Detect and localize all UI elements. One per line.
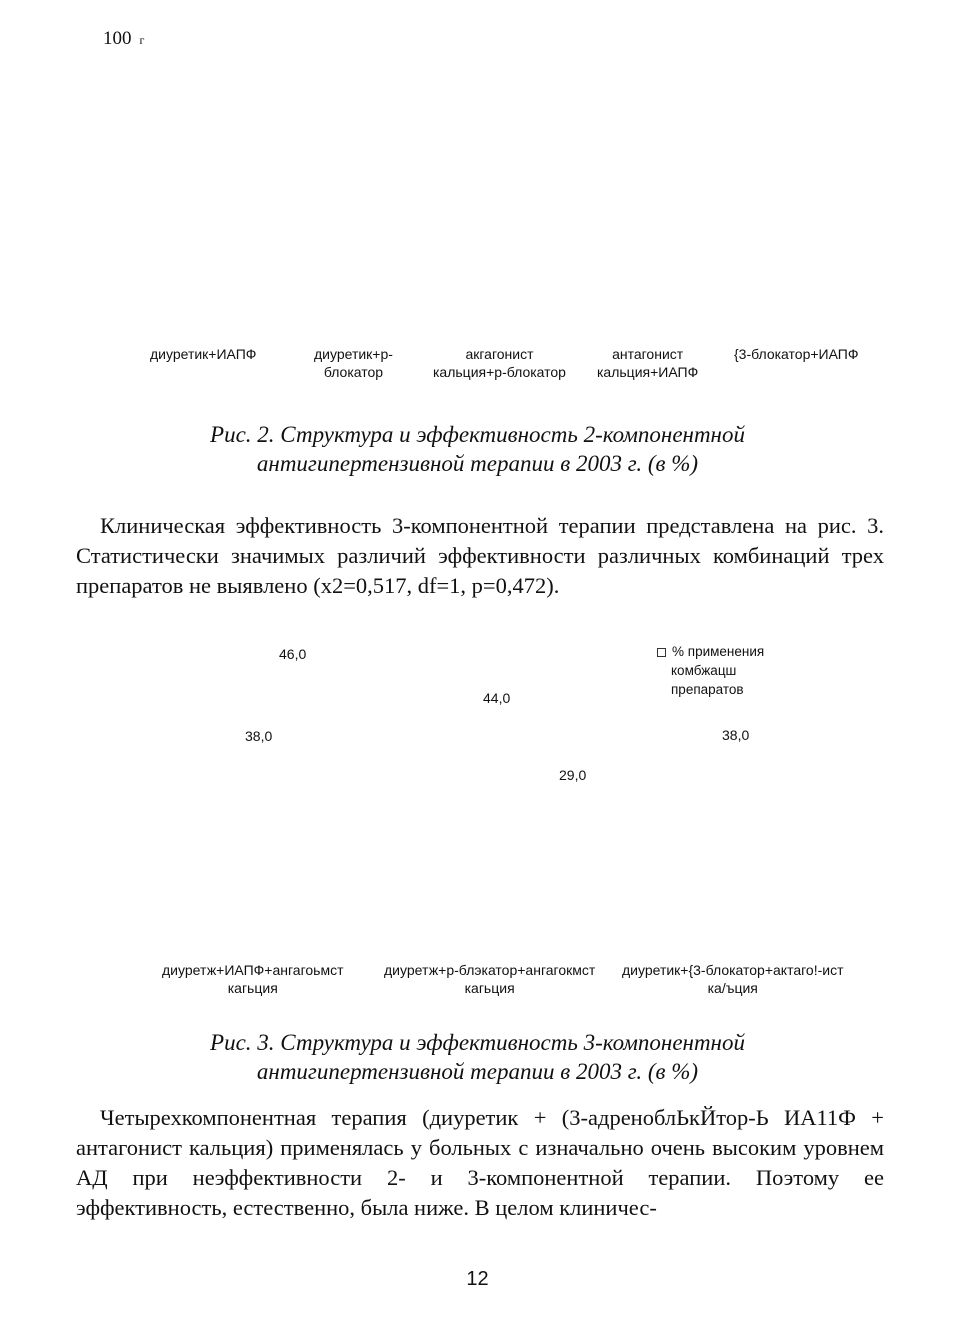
legend-swatch-icon <box>657 648 666 657</box>
fig3-data-label-2: 38,0 <box>245 728 273 744</box>
fig3-category-3-line2: ка/ъция <box>707 980 758 996</box>
fig2-category-5-line1: {3-блокатор+ИАПФ <box>734 346 859 362</box>
fig3-legend-line3: препаратов <box>671 682 744 697</box>
fig3-caption-line1: Рис. 3. Структура и эффективность 3-компонентной <box>210 1030 745 1055</box>
fig2-category-3-line1: акгагонист <box>465 346 534 362</box>
fig3-caption-line2: антигипертензивной терапии в 2003 г. (в %) <box>256 1059 699 1084</box>
fig3-category-1-line1: диуретж+ИАПФ+ангагоьмст <box>162 962 344 978</box>
fig3-category-label-1 <box>162 961 344 997</box>
fig3-legend <box>657 642 764 699</box>
fig2-category-label-1 <box>150 345 256 363</box>
fig2-caption-line1: Рис. 2. Структура и эффективность 2-компонентной <box>210 422 745 447</box>
fig2-category-1-line1: диуретик+ИАПФ <box>150 346 257 362</box>
fig2-category-3-line2: кальция+р-блокатор <box>433 364 566 380</box>
fig3-data-label-5: 38,0 <box>722 727 750 743</box>
fig3-legend-line1: % применения <box>672 644 765 659</box>
fig2-category-2-line2: блокатор <box>323 364 384 380</box>
fig2-y-top-label <box>103 28 144 50</box>
fig2-category-2-line1: диуретик+р- <box>314 346 393 362</box>
fig2-category-label-2 <box>314 345 393 381</box>
fig3-data-label-1: 46,0 <box>279 646 307 662</box>
fig2-y-top-value: 100 <box>103 28 132 49</box>
fig2-category-4-line2: кальция+ИАПФ <box>597 364 699 380</box>
fig3-caption <box>0 1028 955 1086</box>
body-paragraph-2: Четырехкомпонентная терапия (диуретик + (3-адреноблЬкЙтор-Ь ИА11Ф + антагонист кальция) применялась у больных с изначально очень высоким уровнем АД при неэффективности 2- и 3-компонентной терапии. Поэтому ее эффективность, естественно, была ниже. В целом клиничес- <box>76 1105 884 1220</box>
fig3-legend-line2: комбжацш <box>671 663 737 678</box>
fig3-category-label-3 <box>622 961 844 997</box>
fig2-category-label-3 <box>433 345 566 381</box>
fig3-category-2-line2: кагьция <box>464 980 515 996</box>
fig2-category-label-5 <box>734 345 859 363</box>
page-number: 12 <box>466 1268 489 1290</box>
fig3-data-label-4: 29,0 <box>559 767 587 783</box>
fig3-category-1-line2: кагьция <box>227 980 278 996</box>
fig3-category-2-line1: диуретж+р-блэкатор+ангагокмст <box>384 962 596 978</box>
fig3-data-label-3: 44,0 <box>483 690 511 706</box>
fig2-caption-line2: антигипертензивной терапии в 2003 г. (в %) <box>256 451 699 476</box>
fig2-category-4-line1: антагонист <box>612 346 684 362</box>
body-paragraph-1: Клиническая эффективность 3-компонентной терапии представлена на рис. 3. Статистически значимых различий эффективности различных комбинаций трех препаратов не выявлено (x2=0,517, df=1, p=0,472). <box>76 513 884 598</box>
fig2-y-top-unit: г <box>139 33 145 47</box>
fig3-category-3-line1: диуретик+{3-блокатор+актаго!-ист <box>622 962 844 978</box>
fig3-category-label-2 <box>384 961 595 997</box>
fig2-category-label-4 <box>597 345 698 381</box>
fig2-caption <box>0 420 955 478</box>
